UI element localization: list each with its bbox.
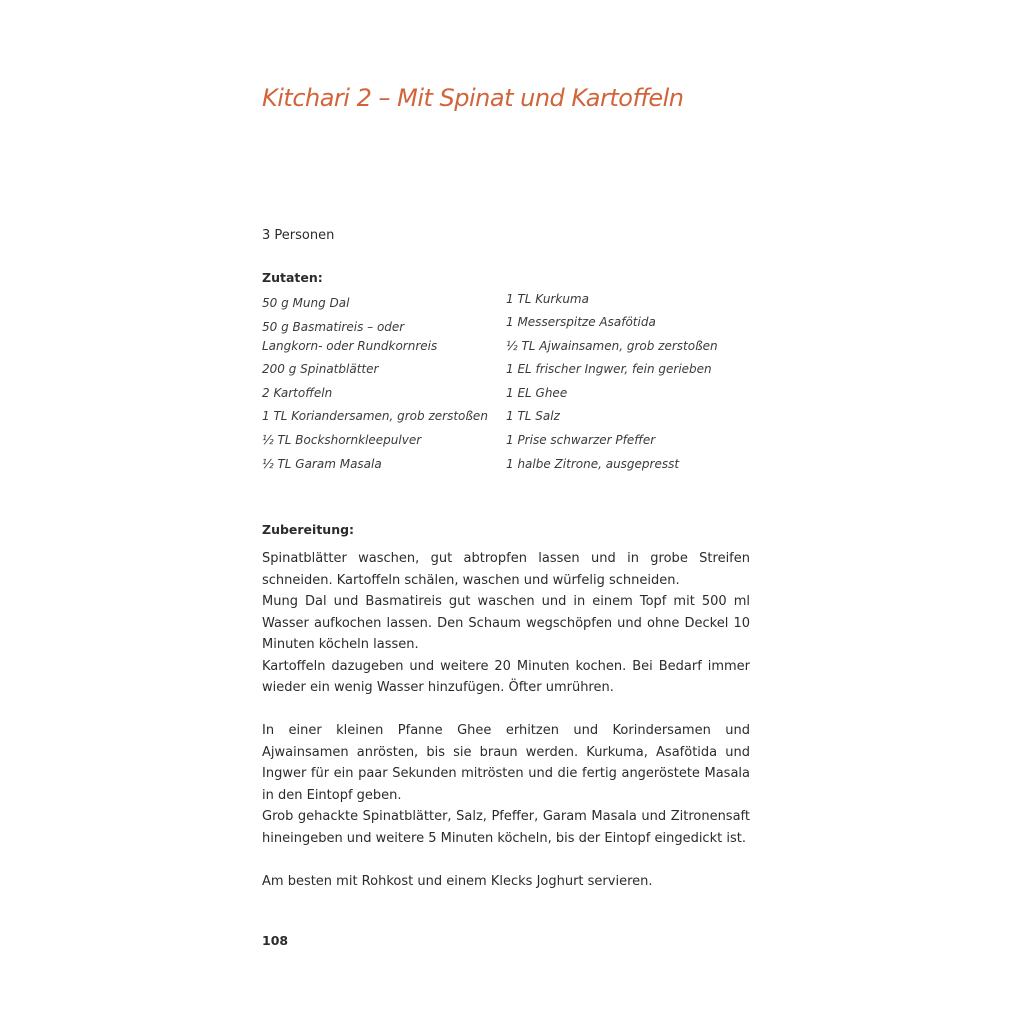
recipe-title: Kitchari 2 – Mit Spinat und Kartoffeln: [262, 84, 684, 112]
ingredient-item: 1 Prise schwarzer Pfeffer: [506, 433, 656, 447]
ingredients-heading: Zutaten:: [262, 270, 323, 285]
ingredient-item: 1 TL Koriandersamen, grob zerstoßen: [262, 409, 488, 423]
ingredient-item: 50 g Basmatireis – oder: [262, 320, 405, 334]
ingredient-item: ½ TL Garam Masala: [262, 457, 382, 471]
preparation-paragraph: Spinatblätter waschen, gut abtropfen lassen und in grobe Streifen schneiden. Kartoffeln schälen, waschen und würfelig schneiden.: [262, 551, 750, 588]
preparation-paragraph: Am besten mit Rohkost und einem Klecks Joghurt servieren.: [262, 873, 653, 889]
ingredient-item: 1 TL Salz: [506, 409, 560, 423]
ingredient-item: 1 EL Ghee: [506, 386, 568, 400]
preparation-paragraph: Grob gehackte Spinatblätter, Salz, Pfeffer, Garam Masala und Zitronensaft hineingeben und weitere 5 Minuten köcheln, bis der Eintopf eingedickt ist.: [262, 809, 750, 846]
ingredient-item: 2 Kartoffeln: [262, 386, 333, 400]
ingredient-item: Langkorn- oder Rundkornreis: [262, 339, 438, 353]
ingredient-item: 50 g Mung Dal: [262, 296, 350, 310]
ingredient-item: 1 halbe Zitrone, ausgepresst: [506, 457, 680, 471]
ingredient-item: 200 g Spinatblätter: [262, 362, 379, 376]
ingredient-item: 1 TL Kurkuma: [506, 292, 589, 306]
servings: 3 Personen: [262, 228, 335, 243]
preparation-text: [262, 548, 750, 892]
preparation-heading: Zubereitung:: [262, 522, 355, 537]
ingredient-item: 1 Messerspitze Asafötida: [506, 315, 656, 329]
ingredient-item: ½ TL Bockshornkleepulver: [262, 433, 422, 447]
preparation-paragraph: Mung Dal und Basmatireis gut waschen und in einem Topf mit 500 ml Wasser aufkochen lassen. Den Schaum wegschöpfen und ohne Deckel 10 Minuten köcheln lassen.: [262, 594, 750, 652]
ingredient-item: 1 EL frischer Ingwer, fein gerieben: [506, 362, 712, 376]
page-number: 108: [262, 933, 289, 948]
preparation-paragraph: In einer kleinen Pfanne Ghee erhitzen und Korindersamen und Ajwainsamen anrösten, bis sie braun werden. Kurkuma, Asafötida und Ingwer für ein paar Sekunden mitrösten und die fertig angeröstete Masala in den Eintopf geben.: [262, 723, 750, 803]
ingredient-item: ½ TL Ajwainsamen, grob zerstoßen: [506, 339, 718, 353]
preparation-paragraph: Kartoffeln dazugeben und weitere 20 Minuten kochen. Bei Bedarf immer wieder ein wenig Wasser hinzufügen. Öfter umrühren.: [262, 658, 750, 695]
